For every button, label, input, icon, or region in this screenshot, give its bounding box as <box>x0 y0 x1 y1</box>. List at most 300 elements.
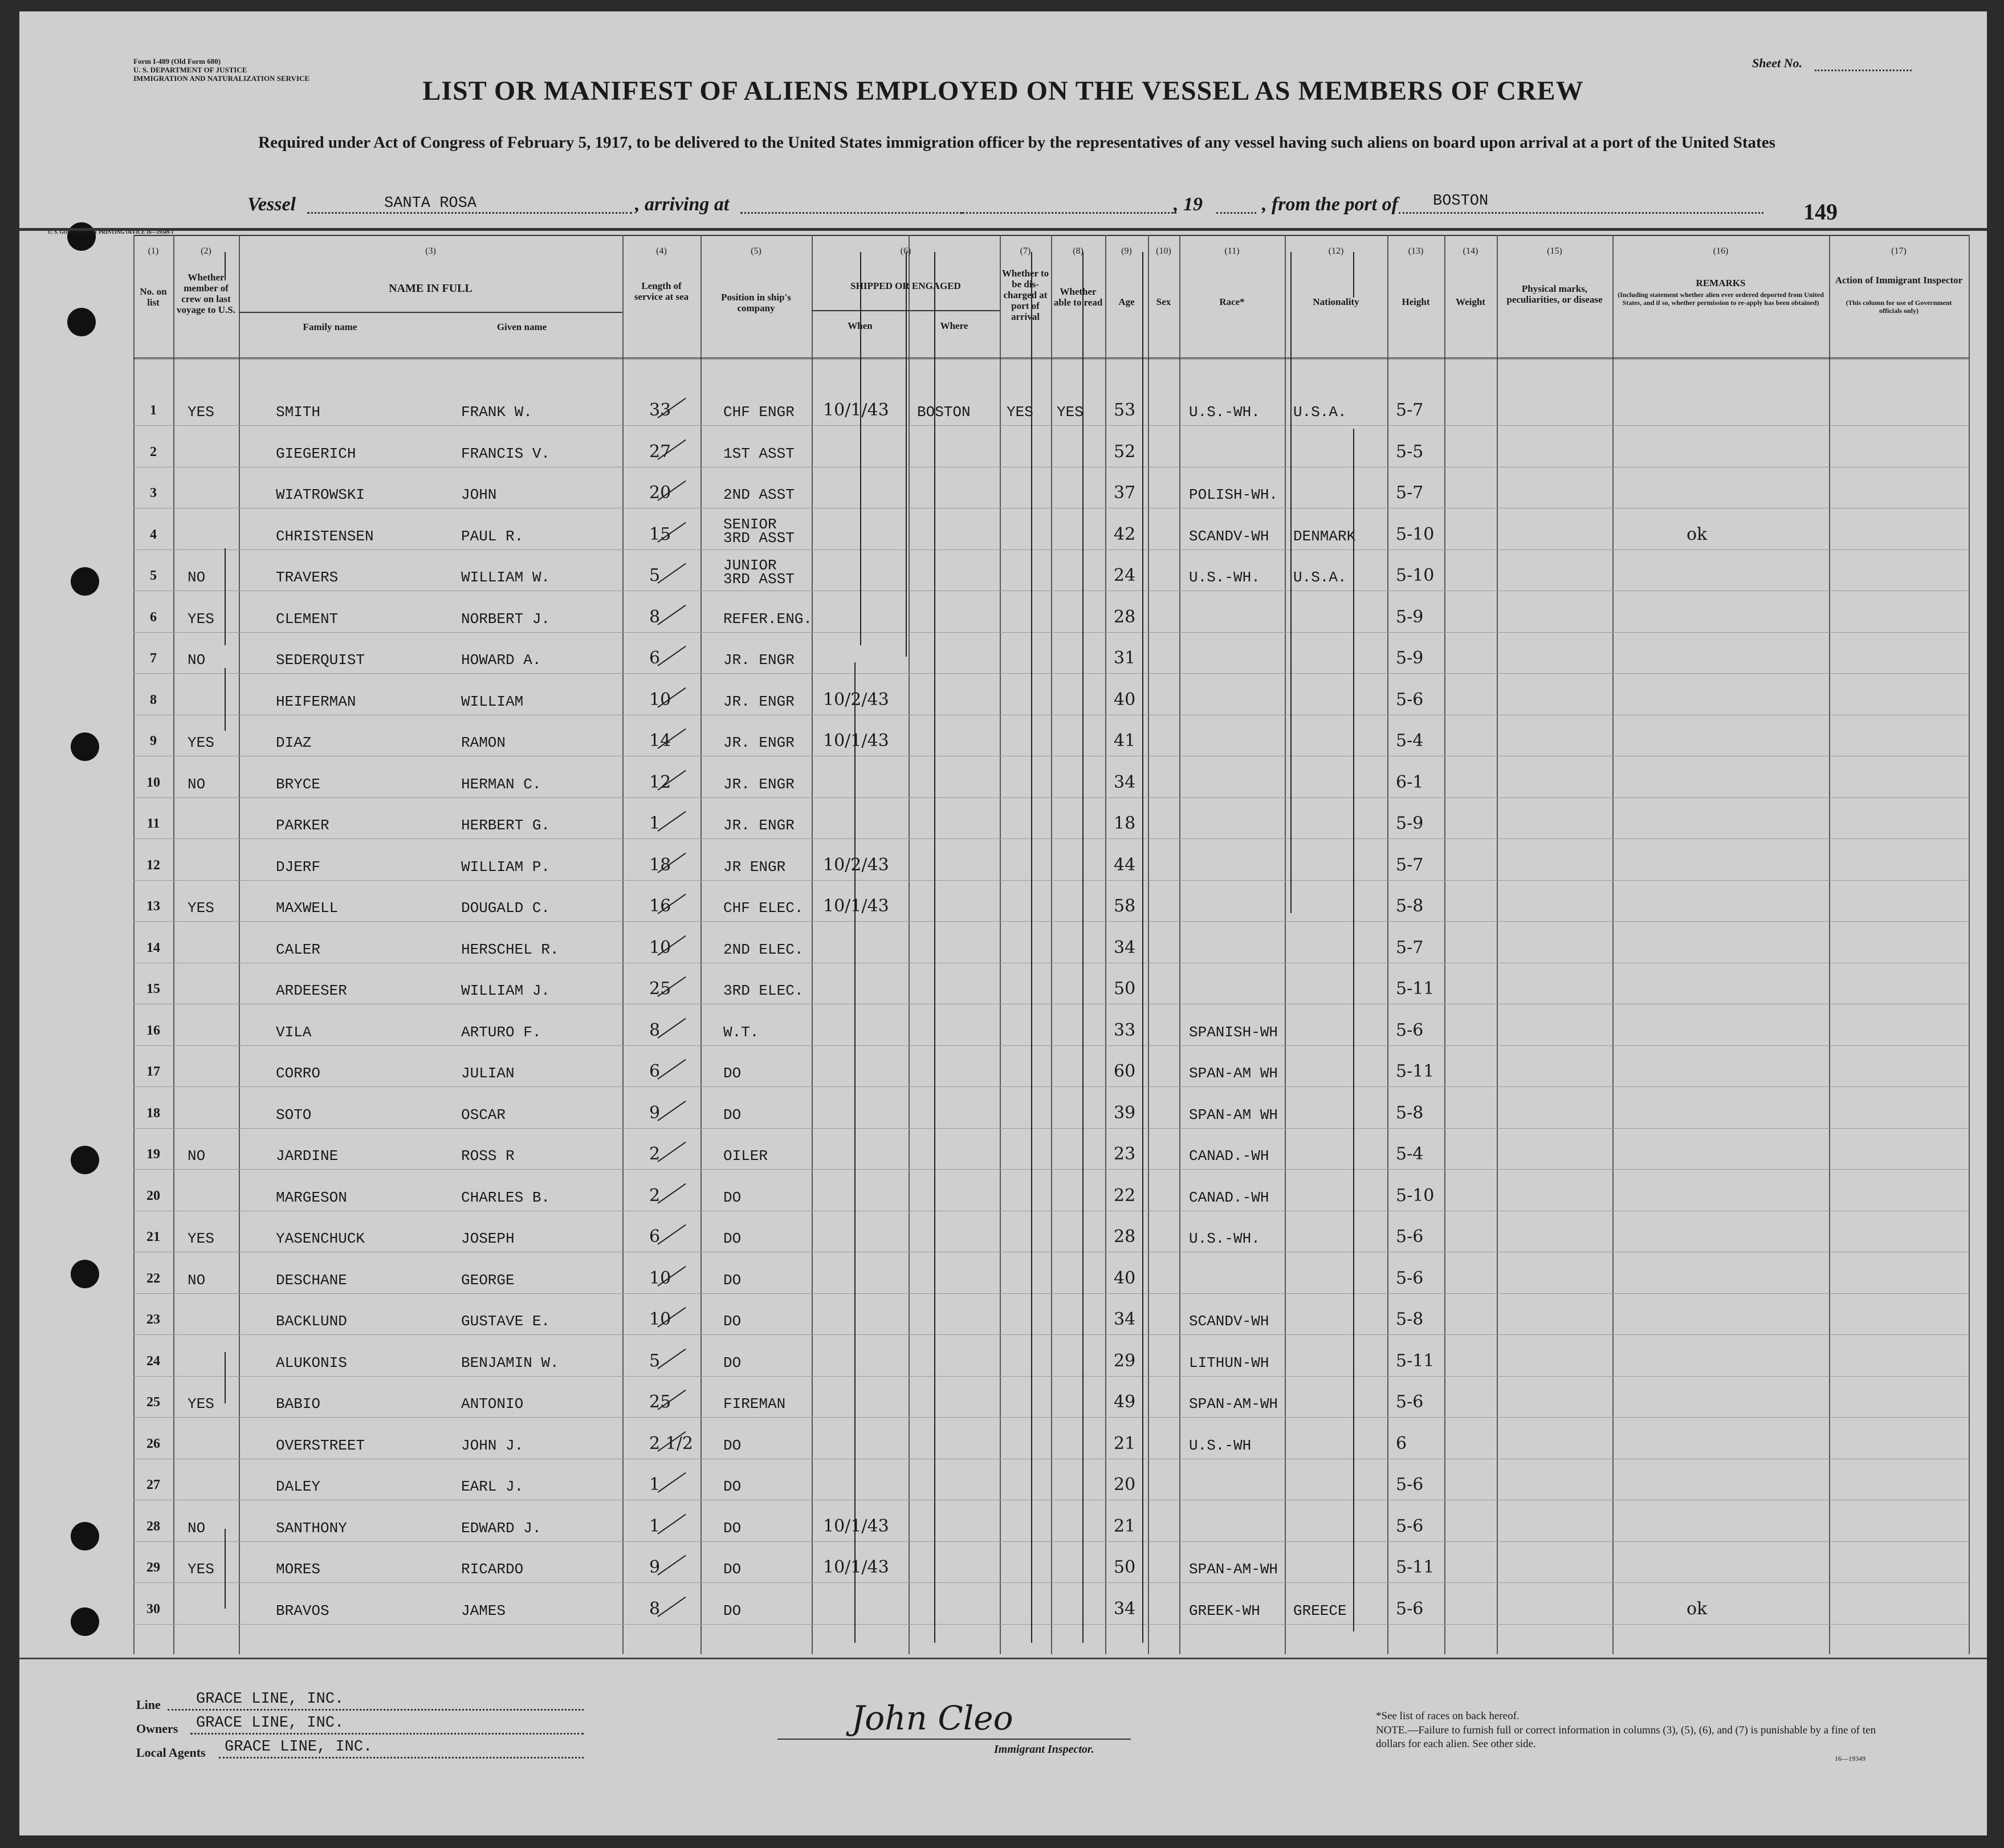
cell-height: 5-11 <box>1396 979 1435 999</box>
cell-given-name: EARL J. <box>461 1478 524 1495</box>
cell-family-name: YASENCHUCK <box>276 1230 365 1247</box>
cell-age: 42 <box>1114 524 1136 544</box>
cell-age: 18 <box>1114 813 1136 833</box>
row-rule <box>133 1045 1969 1046</box>
vessel-value: SANTA ROSA <box>384 195 477 212</box>
cell-position: DO <box>723 1313 742 1330</box>
col-num: (13) <box>1408 246 1424 256</box>
row-rule <box>133 1334 1969 1335</box>
cell-height: 5-6 <box>1396 1392 1424 1412</box>
header-where: Where <box>940 320 968 331</box>
check-mark <box>657 1555 686 1576</box>
header-no-on-list: No. on list <box>140 286 167 308</box>
cell-position: JR. ENGR <box>723 775 795 793</box>
ditto-mark <box>854 662 856 1643</box>
row-rule <box>133 1582 1969 1583</box>
cell-age: 41 <box>1114 731 1136 751</box>
cell-height: 5-10 <box>1396 565 1435 585</box>
cell-row-number: 17 <box>146 1064 160 1079</box>
cell-when: 10/2/43 <box>823 854 889 875</box>
cell-age: 49 <box>1114 1392 1136 1412</box>
cell-age: 58 <box>1114 896 1136 916</box>
footer-top-rule <box>19 1658 1987 1659</box>
arriving-field-line <box>740 212 963 214</box>
page-title: LIST OR MANIFEST OF ALIENS EMPLOYED ON THE VESSEL AS MEMBERS OF CREW <box>422 76 1584 106</box>
cell-family-name: WIATROWSKI <box>276 486 365 503</box>
cell-row-number: 5 <box>150 568 157 583</box>
cell-given-name: HERSCHEL R. <box>461 941 559 958</box>
cell-position: REFER.ENG. <box>723 610 813 628</box>
cell-position: DO <box>723 1271 742 1289</box>
page-number: 149 <box>1803 199 1838 225</box>
cell-height: 5-4 <box>1396 1144 1424 1164</box>
cell-position: DO <box>723 1230 742 1247</box>
header-discharged: Whether to be dis-charged at port of arrival <box>1001 268 1049 322</box>
cell-height: 6 <box>1396 1433 1407 1454</box>
cell-row-number: 28 <box>146 1519 160 1534</box>
cell-last-voyage: YES <box>188 610 214 628</box>
cell-position: DO <box>723 1602 742 1619</box>
cell-given-name: CHARLES B. <box>461 1188 551 1206</box>
header-action-note: (This column for use of Government officials only) <box>1846 299 1952 315</box>
cell-family-name: GIEGERICH <box>276 445 356 462</box>
cell-height: 5-6 <box>1396 1020 1424 1040</box>
row-rule <box>133 673 1969 674</box>
line-value: GRACE LINE, INC. <box>196 1691 344 1708</box>
cell-row-number: 1 <box>150 403 157 418</box>
row-rule <box>133 1624 1969 1625</box>
year-label: , 19 <box>1174 194 1203 215</box>
col-num: (2) <box>201 246 211 256</box>
check-mark <box>657 1017 686 1038</box>
cell-position: 3RD ELEC. <box>723 982 804 999</box>
penalty-note: NOTE.—Failure to furnish full or correct information in columns (3), (5), (6), and (7) is punishable by a fine of ten dollars for each alien. See other side. <box>1376 1724 1876 1750</box>
col-num: (3) <box>425 246 436 256</box>
cell-row-number: 29 <box>146 1560 160 1575</box>
cell-last-voyage: YES <box>188 404 214 421</box>
cell-race: LITHUN-WH <box>1189 1354 1269 1371</box>
cell-row-number: 11 <box>146 816 160 831</box>
cell-race: U.S.-WH. <box>1189 569 1260 586</box>
cell-position: DO <box>723 1519 742 1537</box>
cell-length-of-service: 9 <box>649 1557 661 1577</box>
check-mark <box>657 646 686 666</box>
row-rule <box>133 1086 1969 1087</box>
row-rule <box>133 1293 1969 1294</box>
cell-family-name: MAXWELL <box>276 899 339 917</box>
cell-when: 10/1/43 <box>823 896 889 916</box>
cell-age: 40 <box>1114 1268 1136 1288</box>
cell-family-name: OVERSTREET <box>276 1436 365 1454</box>
date-field-line <box>960 212 1176 214</box>
cell-race: SPAN-AM WH <box>1189 1065 1278 1082</box>
header-bottom-rule <box>133 357 1969 359</box>
vessel-field-line <box>307 212 632 214</box>
punch-hole <box>71 1607 99 1636</box>
cell-height: 5-6 <box>1396 1227 1424 1247</box>
check-mark <box>657 1059 686 1080</box>
cell-height: 6-1 <box>1396 772 1424 792</box>
cell-when: 10/1/43 <box>823 1557 889 1577</box>
cell-family-name: SEDERQUIST <box>276 652 365 669</box>
cell-age: 28 <box>1114 606 1136 627</box>
cell-age: 23 <box>1114 1144 1136 1164</box>
cell-row-number: 2 <box>150 444 157 459</box>
cell-race: U.S.-WH <box>1189 1436 1252 1454</box>
cell-length-of-service: 10 <box>649 689 671 710</box>
row-rule <box>133 1376 1969 1377</box>
owners-field-line <box>190 1733 584 1735</box>
cell-nationality: U.S.A. <box>1293 569 1347 586</box>
col-num: (8) <box>1073 246 1084 256</box>
check-mark <box>657 811 686 832</box>
cell-age: 22 <box>1114 1185 1136 1206</box>
cell-family-name: DESCHANE <box>276 1271 347 1289</box>
cell-row-number: 20 <box>146 1188 160 1203</box>
cell-last-voyage: NO <box>188 1271 206 1289</box>
cell-nationality: GREECE <box>1293 1602 1347 1619</box>
col-num: (1) <box>148 246 159 256</box>
cell-height: 5-6 <box>1396 1268 1424 1288</box>
cell-race: SPAN-AM-WH <box>1189 1395 1278 1413</box>
cell-length-of-service: 9 <box>649 1102 661 1123</box>
cell-row-number: 6 <box>150 609 157 625</box>
header-height: Height <box>1402 296 1430 307</box>
arriving-label: , arriving at <box>635 194 730 215</box>
cell-age: 20 <box>1114 1475 1136 1495</box>
punch-hole <box>71 567 99 596</box>
year-field-line <box>1216 212 1256 214</box>
check-mark <box>657 604 686 625</box>
cell-given-name: HERMAN C. <box>461 775 541 793</box>
col-num: (16) <box>1713 246 1729 256</box>
ditto-mark <box>1353 429 1354 1631</box>
agents-field-line <box>219 1757 584 1759</box>
cell-position: DO <box>723 1065 742 1082</box>
cell-race: U.S.-WH. <box>1189 1230 1260 1247</box>
punch-hole <box>67 222 96 251</box>
cell-family-name: DJERF <box>276 858 321 876</box>
cell-given-name: PAUL R. <box>461 527 524 545</box>
cell-last-voyage: NO <box>188 1147 206 1165</box>
sheet-number-line <box>1815 70 1912 71</box>
cell-given-name: ARTURO F. <box>461 1023 541 1041</box>
header-weight: Weight <box>1456 296 1485 307</box>
cell-family-name: MARGESON <box>276 1188 347 1206</box>
manifest-sheet <box>19 11 1987 1835</box>
check-mark <box>657 1348 686 1369</box>
cell-age: 34 <box>1114 1309 1136 1329</box>
ditto-mark <box>934 252 935 1643</box>
cell-height: 5-6 <box>1396 1516 1424 1536</box>
cell-last-voyage: YES <box>188 1230 214 1247</box>
race-note: *See list of races on back hereof. <box>1376 1710 1520 1722</box>
cell-length-of-service: 8 <box>649 1598 661 1619</box>
cell-row-number: 26 <box>146 1436 160 1451</box>
form-id-line1: Form I-489 (Old Form 680) <box>133 57 221 66</box>
cell-race: SPAN-AM WH <box>1189 1106 1278 1124</box>
cell-height: 5-11 <box>1396 1557 1435 1577</box>
cell-given-name: OSCAR <box>461 1106 506 1124</box>
cell-row-number: 14 <box>146 940 160 955</box>
cell-age: 24 <box>1114 565 1136 585</box>
cell-given-name: BENJAMIN W. <box>461 1354 559 1371</box>
header-remarks-note: (Including statement whether alien ever ordered deported from United States, and if so, whether permission to re-apply has been obtained) <box>1618 291 1824 307</box>
cell-race: POLISH-WH. <box>1189 486 1278 503</box>
cell-position: DO <box>723 1478 742 1495</box>
cell-length-of-service: 33 <box>649 400 671 420</box>
cell-given-name: WILLIAM <box>461 693 524 710</box>
inspector-signature: John Cleo <box>852 1699 1013 1737</box>
ditto-mark <box>1290 252 1292 913</box>
cell-row-number: 12 <box>146 857 160 873</box>
header-remarks: REMARKS <box>1696 278 1746 288</box>
cell-height: 5-8 <box>1396 1309 1424 1329</box>
punch-hole <box>71 1522 99 1550</box>
agents-label: Local Agents <box>136 1745 206 1760</box>
cell-last-voyage: YES <box>188 734 214 751</box>
cell-position: CHF ENGR <box>723 404 795 421</box>
cell-given-name: RICARDO <box>461 1561 524 1578</box>
cell-position: 2ND ELEC. <box>723 941 804 958</box>
cell-row-number: 16 <box>146 1023 160 1038</box>
cell-where: BOSTON <box>917 404 971 421</box>
cell-row-number: 15 <box>146 982 160 996</box>
cell-family-name: DIAZ <box>276 734 312 751</box>
cell-position: FIREMAN <box>723 1395 786 1413</box>
cell-given-name: JULIAN <box>461 1065 515 1082</box>
row-rule <box>133 880 1969 881</box>
cell-height: 5-7 <box>1396 854 1424 875</box>
cell-row-number: 24 <box>146 1353 160 1369</box>
cell-age: 31 <box>1114 648 1136 668</box>
cell-length-of-service: 12 <box>649 772 671 792</box>
cell-family-name: BRYCE <box>276 775 321 793</box>
cell-length-of-service: 10 <box>649 1309 671 1329</box>
cell-length-of-service: 1 <box>649 1516 661 1536</box>
cell-position: W.T. <box>723 1023 759 1041</box>
ditto-mark <box>1353 252 1354 298</box>
cell-length-of-service: 1 <box>649 813 661 833</box>
ditto-mark <box>1031 252 1032 1643</box>
cell-family-name: CHRISTENSEN <box>276 527 374 545</box>
punch-hole <box>67 308 96 336</box>
ditto-mark <box>906 252 907 657</box>
cell-family-name: CLEMENT <box>276 610 339 628</box>
sheet-number-label: Sheet No. <box>1752 56 1802 70</box>
row-rule <box>133 797 1969 798</box>
cell-age: 44 <box>1114 854 1136 875</box>
cell-last-voyage: NO <box>188 569 206 586</box>
cell-position: DO <box>723 1436 742 1454</box>
cell-height: 5-7 <box>1396 483 1424 503</box>
cell-height: 5-7 <box>1396 400 1424 420</box>
cell-last-voyage: YES <box>188 1395 214 1413</box>
header-when: When <box>848 320 873 331</box>
cell-height: 5-5 <box>1396 441 1424 462</box>
cell-able-to-read: YES <box>1057 404 1084 421</box>
cell-height: 5-6 <box>1396 689 1424 710</box>
ditto-mark <box>225 1352 226 1403</box>
cell-family-name: HEIFERMAN <box>276 693 356 710</box>
cell-height: 5-9 <box>1396 606 1424 627</box>
header-nationality: Nationality <box>1313 296 1359 307</box>
cell-given-name: WILLIAM W. <box>461 569 551 586</box>
col-num: (4) <box>656 246 667 256</box>
punch-hole <box>71 1260 99 1288</box>
cell-length-of-service: 14 <box>649 731 671 751</box>
header-able-to-read: Whether able to read <box>1053 286 1103 308</box>
cell-length-of-service: 6 <box>649 648 661 668</box>
cell-height: 5-6 <box>1396 1475 1424 1495</box>
cell-position: DO <box>723 1106 742 1124</box>
signature-line <box>777 1739 1131 1740</box>
ditto-mark <box>860 252 861 645</box>
cell-age: 39 <box>1114 1102 1136 1123</box>
owners-value: GRACE LINE, INC. <box>196 1715 344 1732</box>
cell-given-name: JOSEPH <box>461 1230 515 1247</box>
name-header-rule <box>239 312 622 313</box>
cell-height: 5-4 <box>1396 731 1424 751</box>
col-num: (14) <box>1463 246 1478 256</box>
check-mark <box>657 1596 686 1617</box>
cell-given-name: WILLIAM J. <box>461 982 551 999</box>
cell-given-name: HERBERT G. <box>461 817 551 834</box>
cell-age: 28 <box>1114 1227 1136 1247</box>
cell-height: 5-11 <box>1396 1350 1435 1371</box>
cell-position: 1ST ASST <box>723 445 795 462</box>
cell-last-voyage: YES <box>188 899 214 917</box>
cell-length-of-service: 6 <box>649 1061 661 1081</box>
cell-position: DO <box>723 1354 742 1371</box>
cell-remarks: ok <box>1687 524 1708 544</box>
cell-length-of-service: 2 <box>649 1185 661 1206</box>
cell-row-number: 23 <box>146 1312 160 1327</box>
cell-length-of-service: 8 <box>649 1020 661 1040</box>
header-position: Position in ship's company <box>721 292 791 314</box>
cell-length-of-service: 10 <box>649 937 671 958</box>
cell-last-voyage: YES <box>188 1561 214 1578</box>
col-num: (12) <box>1328 246 1344 256</box>
cell-height: 5-11 <box>1396 1061 1435 1081</box>
cell-age: 37 <box>1114 483 1136 503</box>
row-rule <box>133 1128 1969 1129</box>
col-num: (11) <box>1224 246 1240 256</box>
cell-row-number: 25 <box>146 1395 160 1410</box>
cell-race: SCANDV-WH <box>1189 1313 1269 1330</box>
col-num: (7) <box>1020 246 1031 256</box>
cell-age: 52 <box>1114 441 1136 462</box>
cell-row-number: 27 <box>146 1477 160 1492</box>
form-id-line2: U. S. DEPARTMENT OF JUSTICE <box>133 66 247 74</box>
row-rule <box>133 838 1969 839</box>
col-num: (15) <box>1547 246 1562 256</box>
cell-family-name: ARDEESER <box>276 982 347 999</box>
cell-height: 5-8 <box>1396 1102 1424 1123</box>
agents-value: GRACE LINE, INC. <box>225 1739 373 1756</box>
cell-family-name: SOTO <box>276 1106 312 1124</box>
cell-height: 5-6 <box>1396 1598 1424 1619</box>
form-id-line3: IMMIGRATION AND NATURALIZATION SERVICE <box>133 74 310 83</box>
cell-row-number: 8 <box>150 692 157 707</box>
cell-height: 5-9 <box>1396 813 1424 833</box>
row-rule <box>133 1417 1969 1418</box>
cell-family-name: PARKER <box>276 817 329 834</box>
header-name-in-full: NAME IN FULL <box>389 282 473 295</box>
cell-height: 5-10 <box>1396 1185 1435 1206</box>
cell-given-name: ANTONIO <box>461 1395 524 1413</box>
cell-given-name: DOUGALD C. <box>461 899 551 917</box>
cell-length-of-service: 2 1/2 <box>649 1433 693 1454</box>
cell-length-of-service: 8 <box>649 606 661 627</box>
row-rule <box>133 921 1969 922</box>
cell-height: 5-10 <box>1396 524 1435 544</box>
cell-given-name: ROSS R <box>461 1147 515 1165</box>
cell-age: 53 <box>1114 400 1136 420</box>
header-shipped-engaged: SHIPPED OR ENGAGED <box>850 280 961 291</box>
cell-position: JR. ENGR <box>723 652 795 669</box>
cell-nationality: DENMARK <box>1293 527 1356 545</box>
cell-family-name: DALEY <box>276 1478 321 1495</box>
cell-position: JR. ENGR <box>723 734 795 751</box>
cell-length-of-service: 1 <box>649 1475 661 1495</box>
cell-age: 21 <box>1114 1516 1136 1536</box>
header-race: Race* <box>1219 296 1245 307</box>
cell-race: CANAD.-WH <box>1189 1147 1269 1165</box>
port-value: BOSTON <box>1433 193 1489 210</box>
header-age: Age <box>1118 296 1135 307</box>
cell-race: SCANDV-WH <box>1189 527 1269 545</box>
ditto-mark <box>225 1529 226 1609</box>
cell-family-name: BRAVOS <box>276 1602 329 1619</box>
row-rule <box>133 1541 1969 1542</box>
cell-last-voyage: NO <box>188 1519 206 1537</box>
cell-nationality: U.S.A. <box>1293 404 1347 421</box>
header-given-name: Given name <box>496 321 547 332</box>
cell-age: 33 <box>1114 1020 1136 1040</box>
col-num: (6) <box>900 246 911 256</box>
cell-length-of-service: 6 <box>649 1227 661 1247</box>
owners-label: Owners <box>136 1721 178 1736</box>
cell-row-number: 18 <box>146 1105 160 1121</box>
check-mark <box>657 1224 686 1245</box>
manifest-table <box>133 235 1969 1654</box>
cell-position: JUNIOR 3RD ASST <box>723 557 795 588</box>
cell-given-name: HOWARD A. <box>461 652 541 669</box>
cell-length-of-service: 18 <box>649 854 671 875</box>
cell-race: U.S.-WH. <box>1189 404 1260 421</box>
line-field-line <box>168 1709 584 1711</box>
cell-height: 5-9 <box>1396 648 1424 668</box>
cell-length-of-service: 15 <box>649 524 671 544</box>
header-last-voyage: Whether member of crew on last voyage to U.S. <box>177 272 235 315</box>
row-rule <box>133 632 1969 633</box>
cell-family-name: VILA <box>276 1023 312 1041</box>
cell-row-number: 7 <box>150 651 157 666</box>
check-mark <box>657 1183 686 1203</box>
check-mark <box>657 563 686 584</box>
cell-position: DO <box>723 1561 742 1578</box>
row-rule <box>133 425 1969 426</box>
cell-given-name: RAMON <box>461 734 506 751</box>
check-mark <box>657 1472 686 1493</box>
col-num: (10) <box>1156 246 1171 256</box>
cell-position: CHF ELEC. <box>723 899 804 917</box>
header-top-rule <box>19 228 1987 231</box>
cell-discharged: YES <box>1007 404 1033 421</box>
cell-when: 10/2/43 <box>823 689 889 710</box>
cell-given-name: GUSTAVE E. <box>461 1313 551 1330</box>
